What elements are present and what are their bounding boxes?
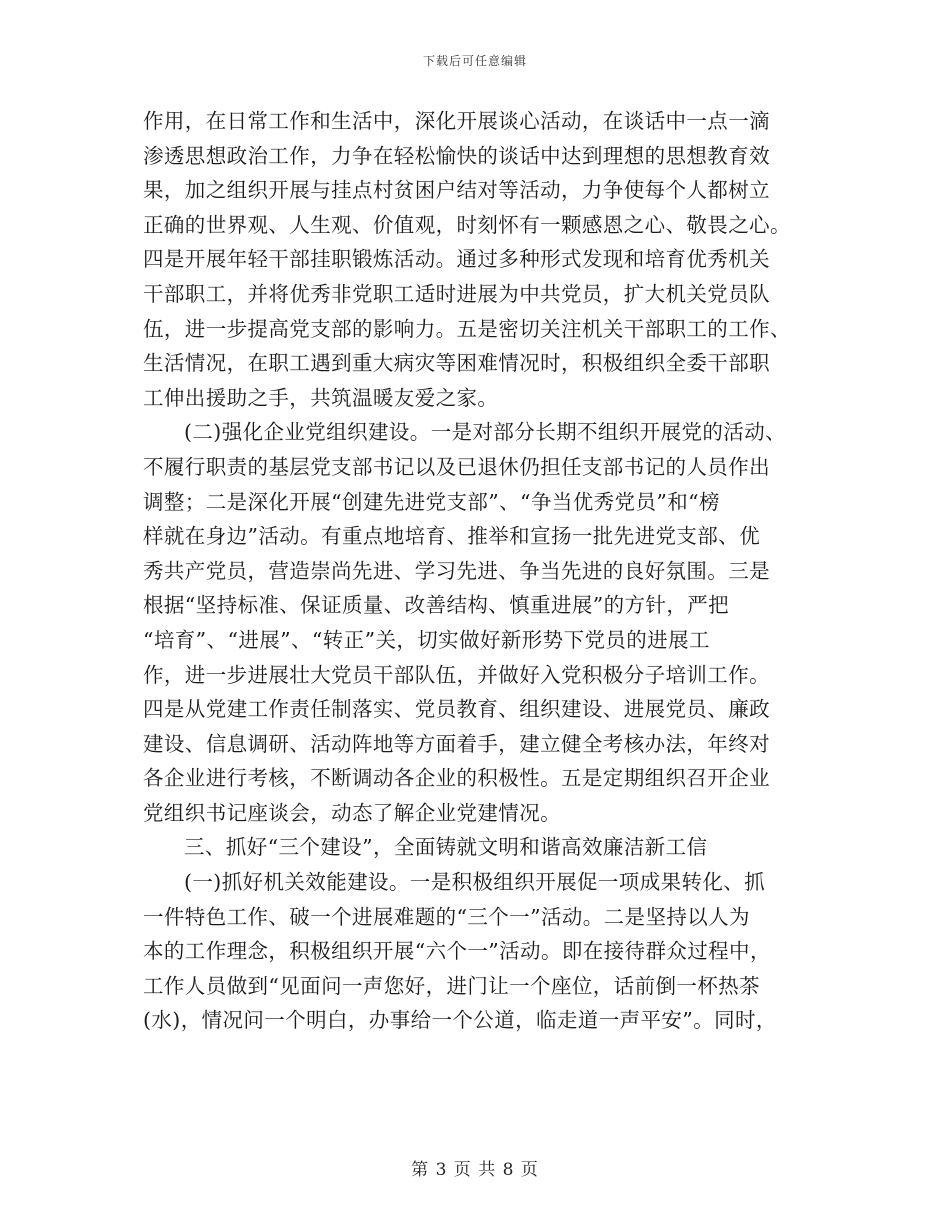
section-heading-three-constructions	[143, 830, 811, 865]
page-header: 下载后可任意编辑	[422, 54, 527, 68]
text-line: 一件特色工作、破一个进展难题的“三个一”活动。二是坚持以人为	[143, 904, 750, 929]
paragraph-party-work-continued	[143, 104, 811, 415]
text-line: 作用，在日常工作和生活中，深化开展谈心活动，在谈话中一点一滴	[143, 109, 770, 133]
text-line: 干部职工，并将优秀非党职工适时进展为中共党员，扩大机关党员队	[143, 281, 770, 306]
text-line: 四是从党建工作责任制落实、党员教育、组织建设、进展党员、廉政	[143, 697, 770, 722]
text-line: “培育”、“进展”、“转正”关，切实做好新形势下党员的进展工	[143, 627, 710, 652]
text-line: 党组织书记座谈会，动态了解企业党建情况。	[143, 800, 561, 825]
text-line: (一)抓好机关效能建设。一是积极组织开展促一项成果转化、抓	[184, 870, 766, 895]
text-line: 不履行职责的基层党支部书记以及已退休仍担任支部书记的人员作出	[143, 454, 770, 479]
text-line: 根据“坚持标准、保证质量、改善结构、慎重进展”的方针，严把	[143, 593, 730, 618]
text-line: 生活情况，在职工遇到重大病灾等困难情况时，积极组织全委干部职	[143, 351, 770, 376]
text-line: 工伸出援助之手，共筑温暖友爱之家。	[143, 385, 499, 410]
text-line: 正确的世界观、人生观、价值观，时刻怀有一颗感恩之心、敬畏之心。	[143, 212, 791, 237]
text-line: 渗透思想政治工作，力争在轻松愉快的谈话中达到理想的思想教育效	[143, 143, 770, 168]
heading-line: 三、抓好“三个建设”，全面铸就文明和谐高效廉洁新工信	[184, 835, 708, 860]
text-line: 果，加之组织开展与挂点村贫困户结对等活动，力争使每个人都树立	[143, 178, 770, 203]
text-line: 工作人员做到“见面问一声您好，进门让一个座位，话前倒一杯热茶	[143, 973, 760, 998]
text-line: 本的工作理念，积极组织开展“六个一”活动。即在接待群众过程中，	[143, 939, 771, 964]
text-line: (二)强化企业党组织建设。一是对部分长期不组织开展党的活动、	[184, 420, 786, 445]
text-line: 四是开展年轻干部挂职锻炼活动。通过多种形式发现和培育优秀机关	[143, 247, 770, 272]
document-body	[143, 104, 811, 1038]
text-line: 各企业进行考核，不断调动各企业的积极性。五是定期组织召开企业	[143, 766, 770, 791]
text-line: (水)，情况问一个明白，办事给一个公道，临走道一声平安”。同时，	[143, 1008, 777, 1033]
text-line: 作，进一步进展壮大党员干部队伍，并做好入党积极分子培训工作。	[143, 662, 770, 687]
text-line: 秀共产党员，营造崇尚先进、学习先进、争当先进的良好氛围。三是	[143, 558, 770, 583]
page-number-footer: 第 3 页 共 8 页	[411, 1160, 539, 1180]
text-line: 调整；二是深化开展“创建先进党支部”、“争当优秀党员”和“榜	[143, 489, 720, 514]
text-line: 样就在身边”活动。有重点地培育、推举和宣扬一批先进党支部、优	[143, 524, 760, 549]
paragraph-efficiency-building	[143, 865, 811, 1038]
text-line: 伍，进一步提高党支部的影响力。五是密切关注机关干部职工的工作、	[143, 316, 791, 341]
paragraph-enterprise-party-building	[143, 415, 811, 830]
text-line: 建设、信息调研、活动阵地等方面着手，建立健全考核办法，年终对	[143, 731, 770, 756]
